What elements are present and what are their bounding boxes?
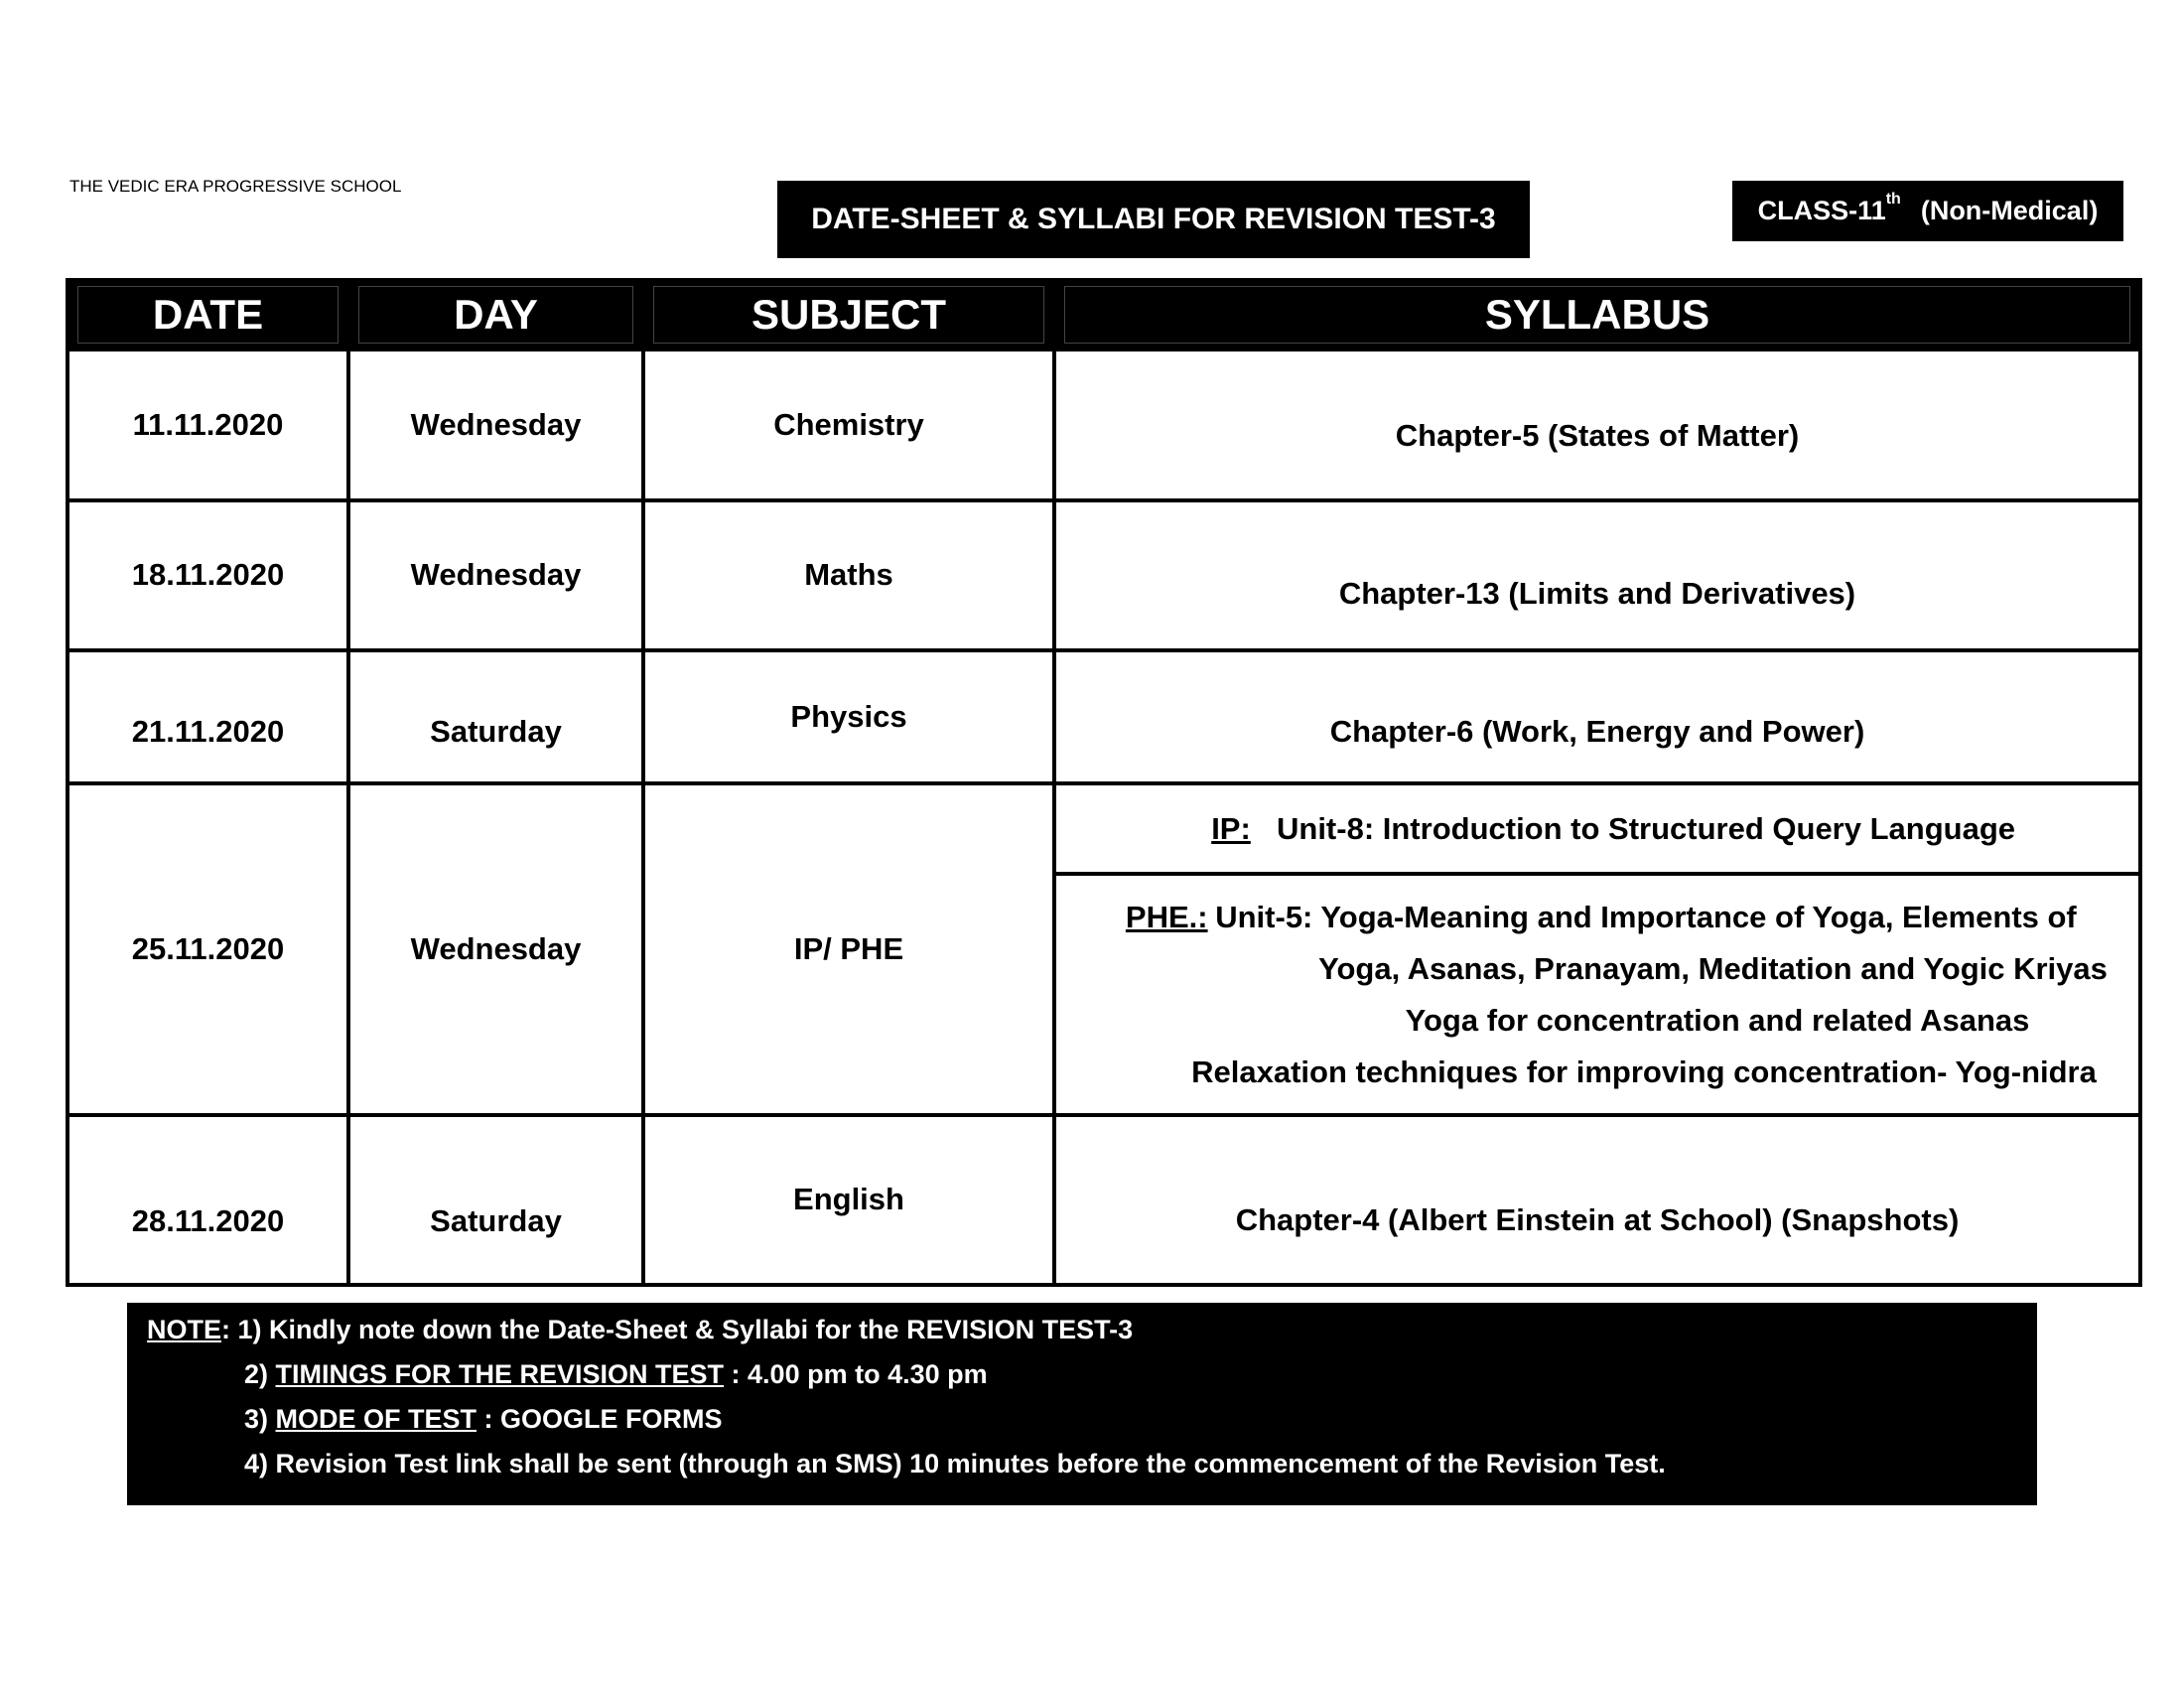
date-cell: 21.11.2020 [68, 650, 348, 783]
ip-label: IP: [1211, 810, 1251, 846]
syllabus-cell: Chapter-13 (Limits and Derivatives) [1054, 500, 2140, 651]
table-header-row [68, 280, 2140, 350]
date-sheet-table [66, 278, 2142, 1287]
table-row [68, 350, 2140, 500]
day-cell: Wednesday [348, 500, 643, 651]
phe-label: PHE.: [1125, 899, 1208, 934]
date-cell: 28.11.2020 [68, 1115, 348, 1285]
subject-cell: Physics [643, 650, 1054, 783]
table-row [68, 500, 2140, 651]
class-stream: (Non-Medical) [1920, 196, 2099, 225]
header-subject: SUBJECT [643, 280, 1054, 350]
school-name: THE VEDIC ERA PROGRESSIVE SCHOOL [69, 177, 402, 196]
note-label: NOTE [147, 1315, 222, 1344]
phe-syllabus-cell [1054, 874, 2140, 1115]
note-line-1: NOTE: 1) Kindly note down the Date-Sheet & Syllabi for the REVISION TEST-3 [147, 1315, 1134, 1344]
syllabus-cell: Chapter-5 (States of Matter) [1054, 350, 2140, 500]
header-date: DATE [68, 280, 348, 350]
page-title [777, 181, 1530, 258]
date-cell: 25.11.2020 [68, 783, 348, 1114]
subject-cell: Maths [643, 500, 1054, 651]
page-title-text: DATE-SHEET & SYLLABI FOR REVISION TEST-3 [811, 203, 1496, 235]
class-superscript: th [1885, 190, 1901, 208]
subject-cell: Chemistry [643, 350, 1054, 500]
day-cell: Wednesday [348, 350, 643, 500]
subject-cell: IP/ PHE [643, 783, 1054, 1114]
phe-line-3: Yoga for concentration and related Asanas [1405, 1002, 2030, 1038]
phe-line-2: Yoga, Asanas, Pranayam, Meditation and Yogic Kriyas [1318, 950, 2108, 986]
ip-syllabus-text: Unit-8: Introduction to Structured Query Language [1277, 810, 2015, 846]
note-line-4: 4) Revision Test link shall be sent (through an SMS) 10 minutes before the commencement of the Revision Test. [244, 1449, 1666, 1478]
syllabus-cell: Chapter-6 (Work, Energy and Power) [1054, 650, 2140, 783]
note-box [127, 1303, 2037, 1505]
day-cell: Saturday [348, 650, 643, 783]
class-badge [1732, 181, 2123, 241]
class-label: CLASS-11 [1757, 196, 1886, 225]
ip-syllabus-cell [1054, 783, 2140, 874]
header-day: DAY [348, 280, 643, 350]
day-cell: Saturday [348, 1115, 643, 1285]
day-cell: Wednesday [348, 783, 643, 1114]
subject-cell: English [643, 1115, 1054, 1285]
table-row [68, 1115, 2140, 1285]
table-row [68, 650, 2140, 783]
date-cell: 18.11.2020 [68, 500, 348, 651]
note-line-2: 2) TIMINGS FOR THE REVISION TEST : 4.00 pm to 4.30 pm [244, 1359, 988, 1389]
header-syllabus: SYLLABUS [1054, 280, 2140, 350]
table-row [68, 783, 2140, 874]
syllabus-cell: Chapter-4 (Albert Einstein at School) (Snapshots) [1054, 1115, 2140, 1285]
phe-line-1: PHE.: Unit-5: Yoga-Meaning and Importance of Yoga, Elements of [1056, 892, 2138, 943]
date-cell: 11.11.2020 [68, 350, 348, 500]
phe-line-4: Relaxation techniques for improving concentration- Yog-nidra [1191, 1054, 2097, 1089]
note-line-3: 3) MODE OF TEST : GOOGLE FORMS [244, 1404, 723, 1434]
